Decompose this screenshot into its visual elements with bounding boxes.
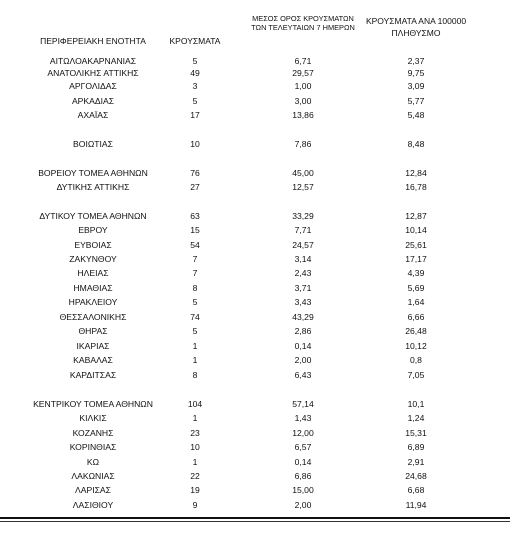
cell-avg: 2,86 — [294, 326, 312, 336]
cell-per100k: 2,91 — [407, 457, 425, 467]
cell-cases: 10 — [190, 442, 200, 452]
table-row — [0, 370, 510, 382]
cell-avg: 7,71 — [294, 225, 312, 235]
cell-region: ΕΒΡΟΥ — [78, 225, 108, 235]
cell-region: ΑΧΑΪΑΣ — [77, 110, 109, 120]
cell-per100k: 17,17 — [405, 254, 427, 264]
cell-per100k: 3,09 — [407, 81, 425, 91]
table-row — [0, 297, 510, 309]
cell-avg: 24,57 — [292, 240, 314, 250]
cell-per100k: 6,68 — [407, 485, 425, 495]
cell-cases: 63 — [190, 211, 200, 221]
cell-avg: 6,57 — [294, 442, 312, 452]
cell-avg: 6,43 — [294, 370, 312, 380]
cell-cases: 104 — [187, 399, 203, 409]
cell-avg: 3,71 — [294, 283, 312, 293]
table-row — [0, 81, 510, 93]
cell-region: ΗΡΑΚΛΕΙΟΥ — [68, 297, 118, 307]
cell-region: ΛΑΚΩΝΙΑΣ — [71, 471, 115, 481]
cell-cases: 3 — [192, 81, 198, 91]
cell-per100k: 6,66 — [407, 312, 425, 322]
cell-cases: 9 — [192, 500, 198, 510]
cell-region: ΚΟΡΙΝΘΙΑΣ — [69, 442, 117, 452]
cell-per100k: 5,69 — [407, 283, 425, 293]
cell-region: ΛΑΣΙΘΙΟΥ — [72, 500, 114, 510]
cell-per100k: 2,37 — [407, 56, 425, 66]
cell-per100k: 0,8 — [410, 355, 422, 365]
table-row — [0, 413, 510, 425]
cell-region: ΑΙΤΩΛΟΑΚΑΡΝΑΝΙΑΣ — [49, 56, 137, 66]
cell-avg: 3,14 — [294, 254, 312, 264]
cell-region: ΔΥΤΙΚΗΣ ΑΤΤΙΚΗΣ — [56, 182, 130, 192]
cell-avg: 45,00 — [292, 168, 314, 178]
cell-cases: 8 — [192, 370, 198, 380]
cell-region: ΑΡΚΑΔΙΑΣ — [71, 96, 115, 106]
cell-avg: 6,86 — [294, 471, 312, 481]
header-avg-line1: ΜΕΣΟΣ ΟΡΟΣ ΚΡΟΥΣΜΑΤΩΝ — [252, 14, 354, 23]
cell-avg: 12,00 — [292, 428, 314, 438]
cell-cases: 49 — [190, 68, 200, 78]
cell-avg: 0,14 — [294, 457, 312, 467]
table-row — [0, 500, 510, 512]
cell-cases: 23 — [190, 428, 200, 438]
cell-per100k: 10,14 — [405, 225, 427, 235]
cell-per100k: 7,05 — [407, 370, 425, 380]
cell-region: ΘΗΡΑΣ — [78, 326, 108, 336]
cell-cases: 76 — [190, 168, 200, 178]
cell-region: ΚΩ — [86, 457, 100, 467]
cell-avg: 1,00 — [294, 81, 312, 91]
cell-avg: 2,00 — [294, 500, 312, 510]
cell-region: ΑΝΑΤΟΛΙΚΗΣ ΑΤΤΙΚΗΣ — [47, 68, 139, 78]
cell-avg: 15,00 — [292, 485, 314, 495]
cell-region: ΛΑΡΙΣΑΣ — [75, 485, 111, 495]
cell-avg: 3,00 — [294, 96, 312, 106]
cell-region: ΚΑΒΑΛΑΣ — [73, 355, 113, 365]
cell-cases: 10 — [190, 139, 200, 149]
table-row — [0, 457, 510, 469]
cell-cases: 19 — [190, 485, 200, 495]
cell-per100k: 1,24 — [407, 413, 425, 423]
cell-per100k: 24,68 — [405, 471, 427, 481]
cell-per100k: 5,77 — [407, 96, 425, 106]
cell-region: ΒΟΡΕΙΟΥ ΤΟΜΕΑ ΑΘΗΝΩΝ — [38, 168, 148, 178]
table-row — [0, 326, 510, 338]
header-cases: ΚΡΟΥΣΜΑΤΑ — [169, 36, 221, 46]
cell-cases: 5 — [192, 96, 198, 106]
cell-per100k: 10,12 — [405, 341, 427, 351]
cell-cases: 1 — [192, 457, 198, 467]
cell-per100k: 26,48 — [405, 326, 427, 336]
cell-avg: 43,29 — [292, 312, 314, 322]
cell-cases: 8 — [192, 283, 198, 293]
table-row — [0, 442, 510, 454]
table-bottom-rule — [0, 517, 510, 519]
cell-per100k: 15,31 — [405, 428, 427, 438]
table-row — [0, 139, 510, 151]
cell-cases: 54 — [190, 240, 200, 250]
cell-cases: 27 — [190, 182, 200, 192]
cell-region: ΑΡΓΟΛΙΔΑΣ — [69, 81, 117, 91]
cell-cases: 7 — [192, 268, 198, 278]
table-row — [0, 182, 510, 194]
table-row — [0, 485, 510, 497]
header-avg-line2: ΤΩΝ ΤΕΛΕΥΤΑΙΩΝ 7 ΗΜΕΡΩΝ — [251, 23, 355, 32]
cell-avg: 29,57 — [292, 68, 314, 78]
table-row — [0, 110, 510, 122]
cell-region: ΚΟΖΑΝΗΣ — [72, 428, 114, 438]
cell-avg: 13,86 — [292, 110, 314, 120]
cell-region: ΘΕΣΣΑΛΟΝΙΚΗΣ — [59, 312, 127, 322]
cell-avg: 33,29 — [292, 211, 314, 221]
table-row — [0, 56, 510, 68]
header-region: ΠΕΡΙΦΕΡΕΙΑΚΗ ΕΝΟΤΗΤΑ — [40, 36, 146, 46]
cell-region: ΕΥΒΟΙΑΣ — [74, 240, 112, 250]
header-per100k-line1: ΚΡΟΥΣΜΑΤΑ ΑΝΑ 100000 — [365, 16, 467, 26]
table-row — [0, 268, 510, 280]
cell-per100k: 6,89 — [407, 442, 425, 452]
cell-cases: 7 — [192, 254, 198, 264]
cell-per100k: 10,1 — [407, 399, 425, 409]
cell-cases: 5 — [192, 326, 198, 336]
cell-region: ΖΑΚΥΝΘΟΥ — [69, 254, 117, 264]
cell-avg: 2,43 — [294, 268, 312, 278]
cell-avg: 2,00 — [294, 355, 312, 365]
cell-region: ΒΟΙΩΤΙΑΣ — [73, 139, 113, 149]
cell-region: ΙΚΑΡΙΑΣ — [76, 341, 110, 351]
cell-avg: 1,43 — [294, 413, 312, 423]
cell-region: ΚΕΝΤΡΙΚΟΥ ΤΟΜΕΑ ΑΘΗΝΩΝ — [33, 399, 153, 409]
cell-cases: 17 — [190, 110, 200, 120]
table-bottom-rule-secondary — [0, 521, 510, 522]
table-row — [0, 68, 510, 80]
cell-per100k: 12,87 — [405, 211, 427, 221]
cell-cases: 5 — [192, 297, 198, 307]
table-row — [0, 471, 510, 483]
cell-cases: 22 — [190, 471, 200, 481]
cell-avg: 7,86 — [294, 139, 312, 149]
table-row — [0, 96, 510, 108]
table-row — [0, 428, 510, 440]
cell-avg: 3,43 — [294, 297, 312, 307]
header-per100k-line2: ΠΛΗΘΥΣΜΟ — [391, 28, 441, 38]
cell-per100k: 1,64 — [407, 297, 425, 307]
cell-per100k: 9,75 — [407, 68, 425, 78]
cell-per100k: 4,39 — [407, 268, 425, 278]
cell-per100k: 25,61 — [405, 240, 427, 250]
cell-avg: 57,14 — [292, 399, 314, 409]
cell-per100k: 16,78 — [405, 182, 427, 192]
cell-avg: 0,14 — [294, 341, 312, 351]
cell-avg: 12,57 — [292, 182, 314, 192]
cell-cases: 1 — [192, 355, 198, 365]
cell-cases: 15 — [190, 225, 200, 235]
cell-per100k: 12,84 — [405, 168, 427, 178]
cell-region: ΗΜΑΘΙΑΣ — [73, 283, 113, 293]
table-row — [0, 399, 510, 411]
table-row — [0, 355, 510, 367]
cell-per100k: 11,94 — [405, 500, 427, 510]
cell-cases: 1 — [192, 413, 198, 423]
cell-per100k: 5,48 — [407, 110, 425, 120]
cell-region: ΔΥΤΙΚΟΥ ΤΟΜΕΑ ΑΘΗΝΩΝ — [39, 211, 147, 221]
table-row — [0, 341, 510, 353]
cell-per100k: 8,48 — [407, 139, 425, 149]
table-row — [0, 168, 510, 180]
cell-region: ΗΛΕΙΑΣ — [77, 268, 109, 278]
table-row — [0, 312, 510, 324]
cell-cases: 74 — [190, 312, 200, 322]
table-row — [0, 254, 510, 266]
cell-region: ΚΙΛΚΙΣ — [79, 413, 107, 423]
cell-region: ΚΑΡΔΙΤΣΑΣ — [69, 370, 117, 380]
cell-avg: 6,71 — [294, 56, 312, 66]
cell-cases: 1 — [192, 341, 198, 351]
table-row — [0, 283, 510, 295]
table-row — [0, 225, 510, 237]
cell-cases: 5 — [192, 56, 198, 66]
table-row — [0, 211, 510, 223]
table-row — [0, 240, 510, 252]
